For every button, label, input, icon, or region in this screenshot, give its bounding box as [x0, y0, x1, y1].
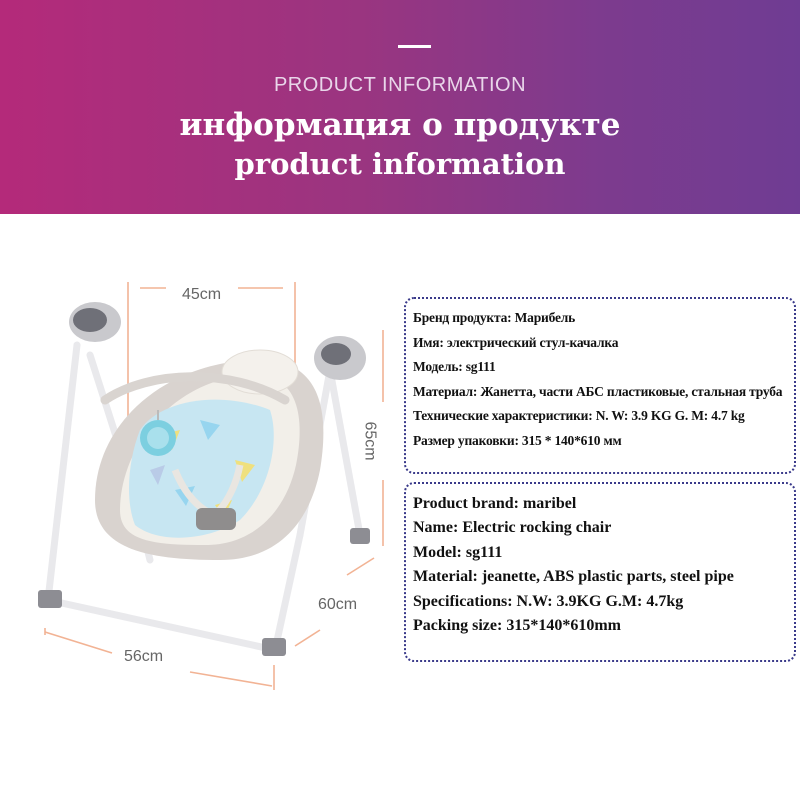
rocking-chair-image	[0, 260, 400, 700]
spec-ru-specifications: Технические характеристики: N. W: 3.9 KG G. M: 4.7 kg	[413, 408, 745, 423]
spec-ru-packing: Размер упаковки: 315 * 140*610 мм	[413, 432, 622, 448]
spec-ru-model: Модель: sg111	[413, 359, 496, 374]
header-banner	[0, 0, 800, 214]
dimension-height: 65cm	[361, 421, 379, 461]
spec-ru-material: Материал: Жанетта, части АБС пластиковые, стальная труба	[413, 383, 783, 399]
header-title-ru: информация о продукте	[179, 107, 621, 143]
spec-ru-brand: Бренд продукта: Марибель	[413, 310, 576, 325]
spec-ru-name: Имя: электрический стул-качалка	[413, 334, 619, 350]
spec-en-name: Name: Electric rocking chair	[413, 519, 612, 537]
header-title-en: product information	[234, 147, 566, 181]
spec-en-material: Material: jeanette, ABS plastic parts, steel pipe	[413, 568, 734, 586]
spec-en-packing: Packing size: 315*140*610mm	[413, 617, 621, 635]
dimension-depth: 60cm	[318, 596, 358, 613]
header-dash	[398, 45, 431, 48]
spec-en-model: Model: sg111	[413, 543, 503, 561]
spec-en-specifications: Specifications: N.W: 3.9KG G.M: 4.7kg	[413, 592, 684, 610]
specs-ru-box	[404, 297, 796, 474]
specs-en-box	[404, 482, 796, 662]
header-subtitle: PRODUCT INFORMATION	[273, 74, 527, 96]
dimension-width-top: 45cm	[182, 286, 222, 303]
dimension-width-bottom: 56cm	[124, 648, 164, 665]
spec-en-brand: Product brand: maribel	[413, 495, 577, 512]
